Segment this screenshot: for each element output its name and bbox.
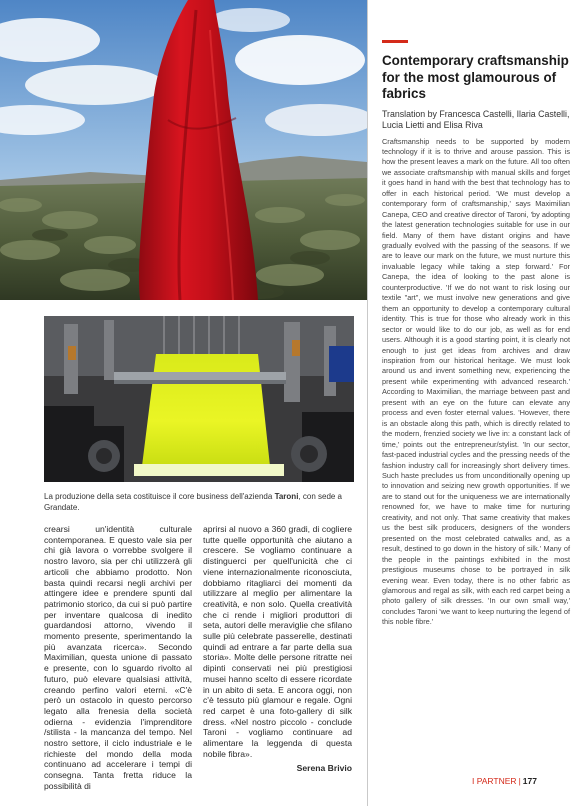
page-number: 177: [522, 776, 537, 786]
silk-loom-photo: [44, 316, 354, 482]
red-draped-figure-photo: [0, 0, 367, 300]
caption-text: La produzione della seta costituisce il core business dell'azienda: [44, 492, 275, 501]
caption-text-end: , con sede a Grandate.: [44, 492, 343, 512]
column-divider: [367, 0, 368, 806]
footer-separator: |: [518, 776, 521, 786]
italian-column-2: [203, 524, 352, 774]
page-footer: [472, 776, 537, 786]
footer-brand: I PARTNER: [472, 776, 517, 786]
caption-company: Taroni: [274, 492, 299, 501]
english-section: [382, 40, 570, 628]
author-signature: Serena Brivio: [296, 763, 352, 774]
italian-column-1: crearsi un'identità culturale contemporanea. E questo vale sia per chi già lavora o vorrebbe svolgere il nostro lavoro, sia per chi utilizzerà gli articoli che abbiamo prodotto. Non basta quindi recarsi negli archivi per attingere idee e prendere spunti dal patrimonio storico, da cui si può partire per inventare qualcosa di inedito guardandosi attorno, vivendo il momento presente, sperimentando la più avanzata ricerca». Secondo Maximilian, questa unione di passato e presente, con lo sguardo rivolto al futuro, può elevare qualsiasi attività, creando perfino valori eterni. «C'è però un ostacolo in questo percorso legato alla frenesia della società odierna - evidenzia l'imprenditore /stilista - la mancanza del tempo. Nel nostro settore, il ciclo industriale e le richieste del mondo della moda continuano ad accelerare i tempi di consegna. Tanta fretta riduce la possibilità di: [44, 524, 192, 791]
translation-credits: Translation by Francesca Castelli, Ilaria Castelli, Lucia Lietti and Elisa Riva: [382, 108, 570, 130]
photo-caption: [44, 492, 344, 513]
english-body: Craftsmanship needs to be supported by modern technology if it is to thrive and arouse passion. This is how the present leaves a mark on the future. All too often we associate craftsmanship with manual skills and forget it goes hand in hand with the best that technology has to offer in each historical period. 'We must develop a contemporary form of craftsmanship,' says Maximilian Canepa, CEO and creative director of Taroni, 'by adopting the latest generation technologies suitable for use in our field. Many of them have distant origins and have gradually evolved with the passing of the seasons. If we are to leave our mark on the future, we must nurture this invaluable legacy while taking a step forward.' For Canepa, the idea of looking to the past alone is counterproductive. 'If we do not want to risk losing our textile "art", we must involve new generations and give them an opportunity to develop a contemporary cultural identity. This is true for those who already work in this sector or would like to do our job, as well as for end users. Although it is a good starting point, it is clearly not enough to just get ideas from archives and draw inspiration from our historical heritage. We must look around us and invent something new, experiencing the present while experimenting with advanced research.' According to Maximilian, the marriage between past and present with an eye on the future can elevate any process and even foster eternal values. 'However, there is an obstacle along this path, which is directly related to the modern, frenzied society we live in: a constant lack of time,' points out the entrepreneur/stylist. 'In our sector, fast-paced industrial cycles and the pressing needs of the fashion industry call for increasingly short delivery times. Such haste precludes us from unconditionally opening up to innovation and seizing new growth opportunities. If we are to stand out for the uniqueness we are internationally renowned for, we have to make time for nurturing creativity, and not only. That same creativity that makes us the best silk producers, designers of the wonders presented on the most celebrated catwalks and, as a result, destined to go down in the history of silk.' Many of the people in the paintings exhibited in the most prestigious museums chose to be portrayed in silk evening wear. Even today, there is no other fabric as glamorous and regal as silk, with each red carpet being a photo gallery of silk dresses. 'In our own small way,' concludes Taroni 'we want to keep nurturing the legend of this noble fibre.': [382, 136, 570, 627]
article-title: Contemporary craftsmanship for the most glamourous of fabrics: [382, 53, 569, 101]
italian-column-2-text: aprirsi al nuovo a 360 gradi, di cogliere tutte quelle opportunità che aiutano a crescere. Se vogliamo continuare a distinguerci per quell'unicità che ci viene internazionalmente riconosciuta, dobbiamo ritagliarci dei momenti da utilizzare al meglio per alimentare la creatività, e non solo. Quella creatività che ci rende i migliori produttori di seta, autori delle meraviglie che sfilano sulle più celebrate passerelle, destinati quindi ad entrare a far parte della sua storia». Molte delle persone ritratte nei dipinti conservati nei più prestigiosi musei hanno scelto di essere ricordate in un abito di seta. E ancora oggi, non c'è tessuto più glamour e regale. Ogni red carpet è una foto-gallery di silk dress. «Nel nostro piccolo - conclude Taroni - vogliamo continuare ad alimentare la leggenda di questa nobile fibra».: [203, 524, 352, 759]
accent-bar: [382, 40, 408, 43]
